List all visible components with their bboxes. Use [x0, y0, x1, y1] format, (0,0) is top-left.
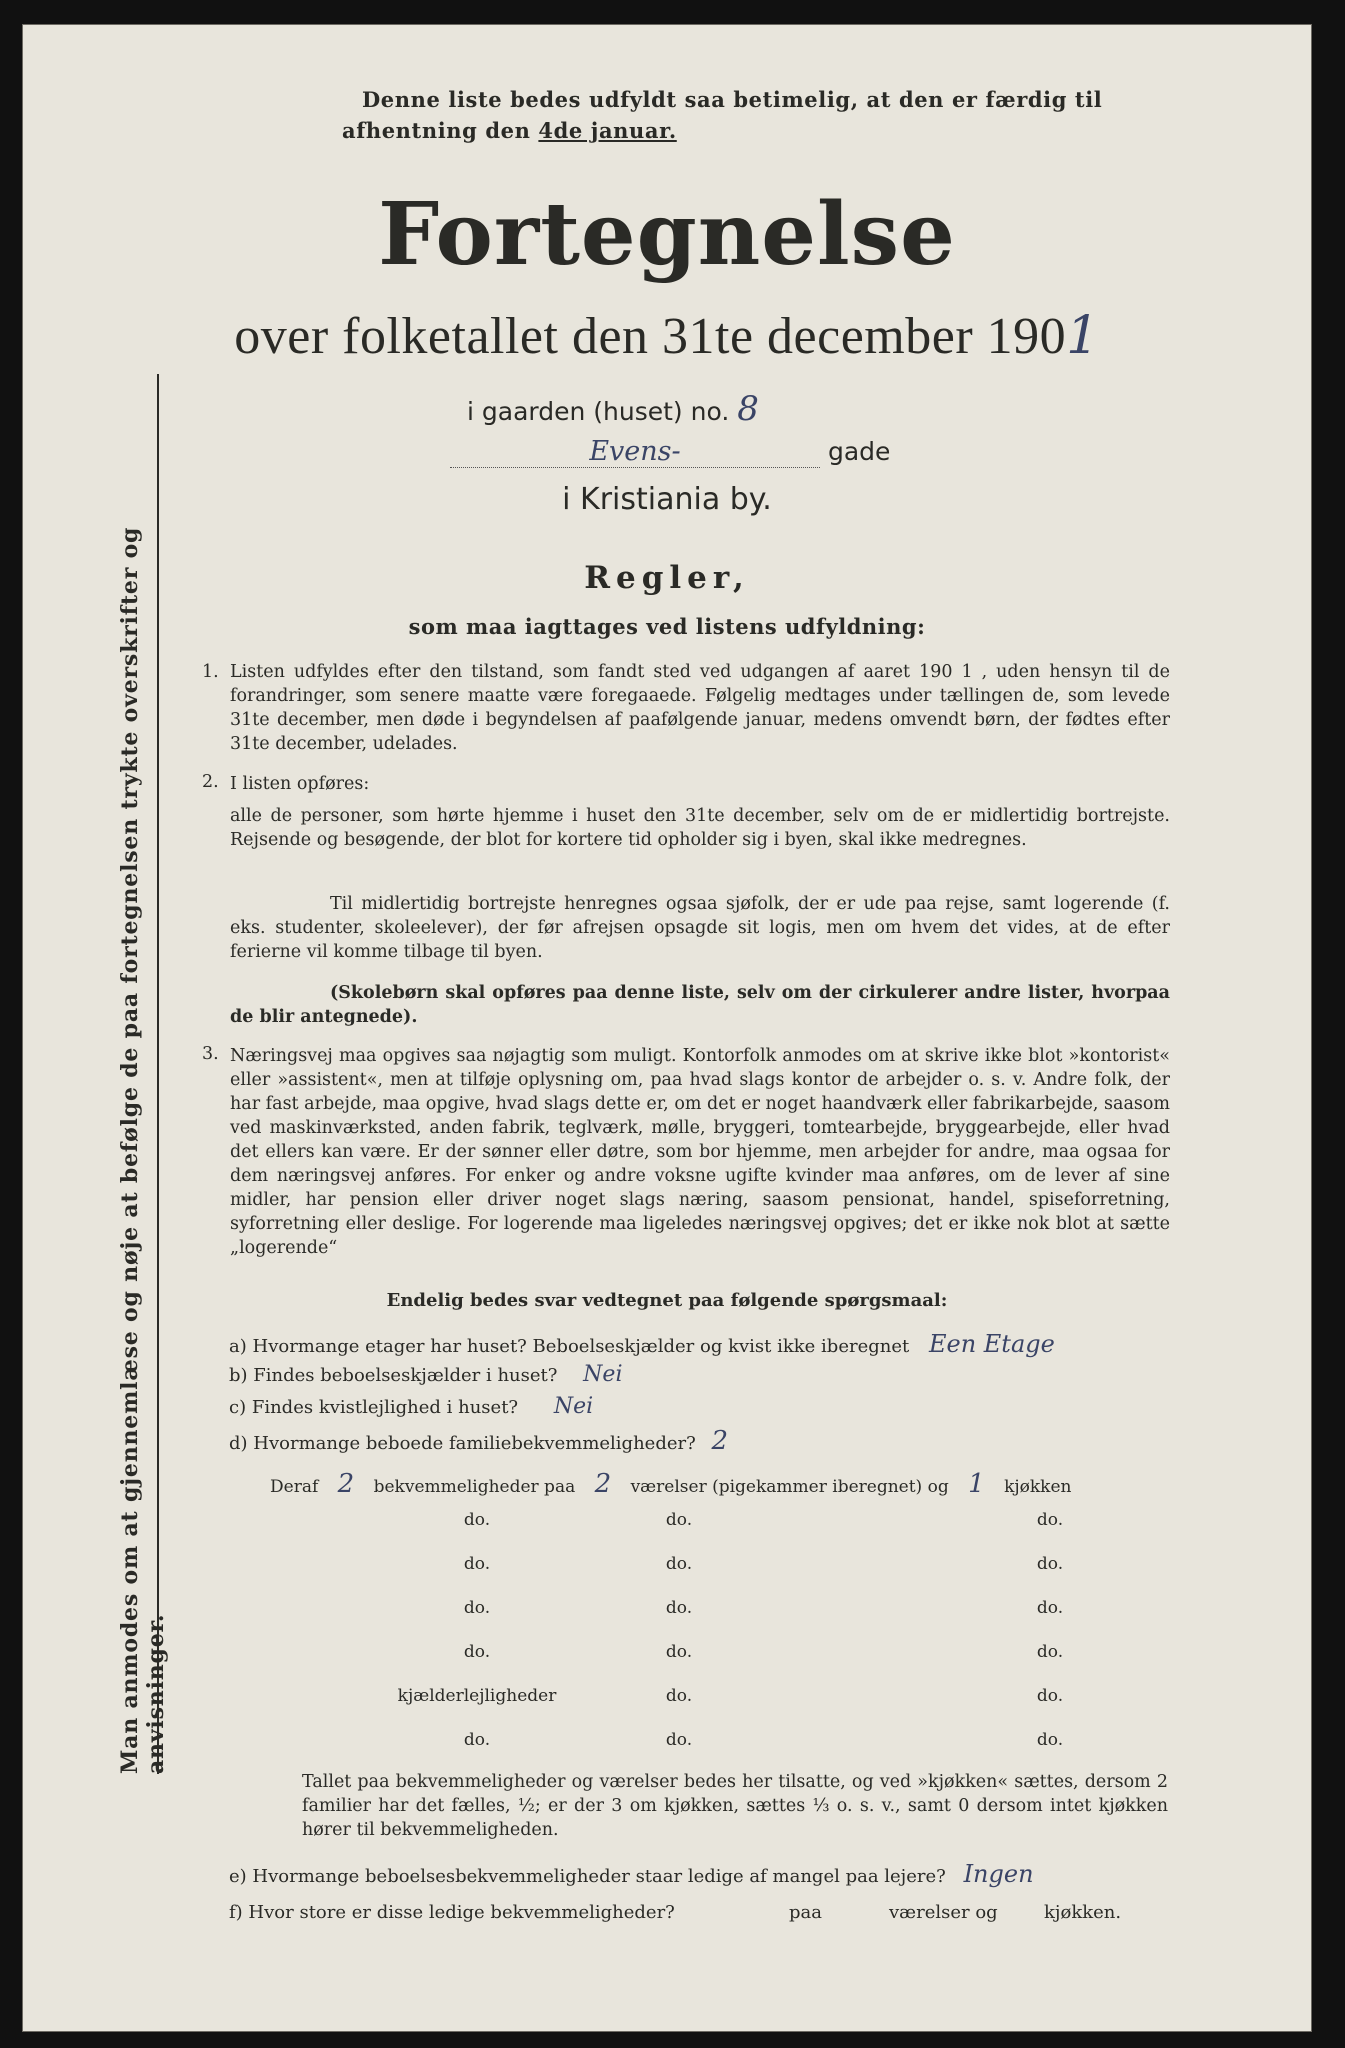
answer-a: Een Etage [928, 1330, 1055, 1358]
question-f: f) Hvor store er disse ledige bekvemmeligheder? paa værelser og kjøkken. [229, 1902, 1122, 1923]
house-number: 8 [737, 389, 759, 429]
year-digit: 1 [1066, 306, 1100, 366]
question-e: e) Hvormange beboelsesbekvemmeligheder staar ledige af mangel paa lejere? Ingen [229, 1860, 1034, 1888]
do-cell: do. [463, 1730, 491, 1750]
census-form [22, 24, 1312, 2032]
do-cell: do. [665, 1730, 693, 1750]
do-cell: do. [665, 1510, 693, 1530]
do-cell: do. [463, 1642, 491, 1662]
do-cell: do. [1036, 1730, 1064, 1750]
rule-2-p2: Til midlertidig bortrejste henregnes ogsaa sjøfolk, der er ude paa rejse, samt logerende (f. eks. studenter, skoleelever), der før afrejsen opsagde sit logis, men om hvem det vides, at de efter ferierne vil komme tilbage til byen. [230, 894, 1170, 962]
answer-e: Ingen [963, 1860, 1034, 1888]
do-cell: do. [1036, 1686, 1064, 1706]
rule-3-text: Næringsvej maa opgives saa nøjagtig som muligt. Kontorfolk anmodes om at skrive ikke blot »kontorist« eller »assistent«, men at tilføje oplysning om, paa hvad slags kontor de arbejder o. s. v. Andre folk, der har fast arbejde, maa opgive, hvad slags dette er, om det er noget haandværk eller fabrikarbejde, saasom ved maskinværksted, anden fabrik, teglværk, mølle, bryggeri, tomtearbejde, bryggearbejde, eller hvad det ellers kan være. Er der sønner eller døtre, som bor hjemme, men arbejder for andre, maa ogsaa for dem næringsvej anføres. For enker og andre voksne ugifte kvinder maa anføres, om de lever af sine midler, har pension eller driver noget slags næring, saasom pensionat, handel, spiseforretning, syforretning eller deslige. For logerende maa ligeledes næringsvej opgives; det er ikke nok blot at sætte „logerende“ [230, 1046, 1170, 1258]
form-subtitle: over folketallet den 31te december 1901 [234, 306, 1100, 366]
do-cell: do. [665, 1598, 693, 1618]
notice [342, 84, 1182, 146]
notice-line-2: afhentning den 4de januar. [342, 118, 677, 143]
rule-2-p1: alle de personer, som hørte hjemme i huset den 31te december, selv om de er midlertidig bortrejste. Rejsende og besøgende, der blot for kortere tid opholder sig i byen, skal ikke medregnes. [230, 806, 1170, 850]
rule-2-intro: I listen opføres: [230, 774, 370, 794]
do-cell: kjælderlejligheder [397, 1686, 557, 1706]
do-cell: do. [1036, 1554, 1064, 1574]
questions-heading: Endelig bedes svar vedtegnet paa følgende spørgsmaal: [386, 1290, 948, 1311]
do-cell: do. [1036, 1598, 1064, 1618]
side-instruction: Man anmodes om at gjennemlæse og nøje at befølge de paa fortegnelsen trykte overskrifter og anvisninger. [117, 374, 159, 1774]
do-cell: do. [665, 1642, 693, 1662]
rule-2-number: 2. [202, 772, 219, 792]
tallet-note: Tallet paa bekvemmeligheder og værelser bedes her tilsatte, og ved »kjøkken« sættes, dersom 2 familier har det fælles, ½; er der 3 om kjøkken, sættes ⅓ o. s. v., samt 0 dersom intet kjøkken hører til bekvemmeligheden. [302, 1772, 1168, 1840]
rules-heading: Regler, [584, 560, 750, 596]
city: i Kristiania by. [562, 482, 772, 517]
question-b: b) Findes beboelseskjælder i huset? Nei [229, 1362, 623, 1387]
gaard-line: i gaarden (huset) no. 8 [467, 389, 759, 429]
question-d: d) Hvormange beboede familiebekvemmeligheder? 2 [229, 1426, 729, 1456]
street-line: Evens- gade [450, 436, 910, 468]
do-cell: do. [463, 1554, 491, 1574]
question-a: a) Hvormange etager har huset? Beboelseskjælder og kvist ikke iberegnet Een Etage [229, 1330, 1055, 1358]
do-cell: do. [665, 1554, 693, 1574]
do-cell: do. [463, 1510, 491, 1530]
pickup-date: 4de januar. [538, 118, 677, 143]
rule-2-p3: (Skolebørn skal opføres paa denne liste, selv om der cirkulerer andre lister, hvorpaa de blir antegnede). [230, 983, 1170, 1027]
do-cell: do. [1036, 1510, 1064, 1530]
form-title: Fortegnelse [378, 184, 956, 285]
answer-c: Nei [553, 1394, 594, 1419]
answer-b: Nei [583, 1362, 623, 1387]
do-cell: do. [665, 1686, 693, 1706]
do-cell: do. [463, 1598, 491, 1618]
do-cell: do. [1036, 1642, 1064, 1662]
rule-1-number: 1. [202, 662, 219, 682]
rule-3-number: 3. [202, 1044, 219, 1064]
rules-subheading: som maa iagttages ved listens udfyldning: [408, 614, 926, 639]
question-c: c) Findes kvistlejlighed i huset? Nei [229, 1394, 594, 1419]
notice-line-1: Denne liste bedes udfyldt saa betimelig, at den er færdig til [362, 87, 1103, 112]
rule-1-text: Listen udfyldes efter den tilstand, som fandt sted ved udgangen af aaret 190 1 , uden hensyn til de forandringer, som senere maatte være foregaaede. Følgelig medtages under tællingen de, som levede 31te december, men døde i begyndelsen af paafølgende januar, medens omvendt børn, der fødtes efter 31te december, udelades. [230, 662, 1170, 754]
deraf-row: Deraf 2 bekvemmeligheder paa 2 værelser (pigekammer iberegnet) og 1 kjøkken [270, 1469, 1072, 1499]
street-name: Evens- [589, 436, 681, 467]
answer-d: 2 [711, 1426, 729, 1456]
